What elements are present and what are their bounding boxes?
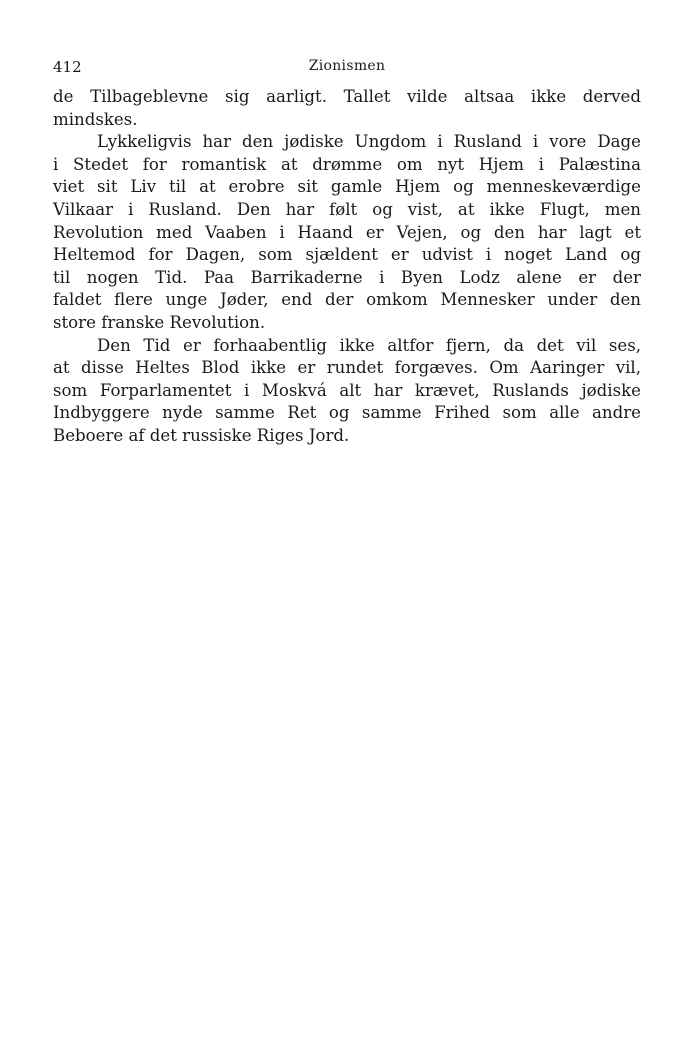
text-line: at disse Heltes Blod ikke er rundet forgæves. Om Aaringer vil, <box>53 358 641 378</box>
text-line: faldet flere unge Jøder, end der omkom Mennesker under den <box>53 290 641 310</box>
text-line: Indbyggere nyde samme Ret og samme Frihed som alle andre <box>53 403 641 423</box>
text-line: store franske Revolution. <box>53 312 266 332</box>
book-page <box>53 58 641 448</box>
text-line: viet sit Liv til at erobre sit gamle Hjem og menneskeværdige <box>53 177 641 197</box>
running-head <box>53 58 641 86</box>
paragraph <box>53 86 641 131</box>
text-line: i Stedet for romantisk at drømme om nyt Hjem i Palæstina <box>53 154 641 174</box>
text-line: Beboere af det russiske Riges Jord. <box>53 425 350 445</box>
text-line: Den Tid er forhaabentlig ikke altfor fjern, da det vil ses, <box>97 335 641 355</box>
paragraph <box>53 335 641 448</box>
text-line: Heltemod for Dagen, som sjældent er udvist i noget Land og <box>53 245 641 265</box>
text-line: Vilkaar i Rusland. Den har følt og vist, at ikke Flugt, men <box>53 199 641 219</box>
text-line: til nogen Tid. Paa Barrikaderne i Byen Lodz alene er der <box>53 267 641 287</box>
text-line: som Forparlamentet i Moskvá alt har krævet, Ruslands jødiske <box>53 380 641 400</box>
running-title: Zionismen <box>308 58 386 74</box>
text-line: mindskes. <box>53 109 138 129</box>
text-line: Lykkeligvis har den jødiske Ungdom i Rusland i vore Dage <box>97 132 641 152</box>
page-number: 412 <box>53 58 82 76</box>
text-line: Revolution med Vaaben i Haand er Vejen, og den har lagt et <box>53 222 641 242</box>
paragraph <box>53 131 641 334</box>
text-line: de Tilbageblevne sig aarligt. Tallet vilde altsaa ikke derved <box>53 87 641 106</box>
